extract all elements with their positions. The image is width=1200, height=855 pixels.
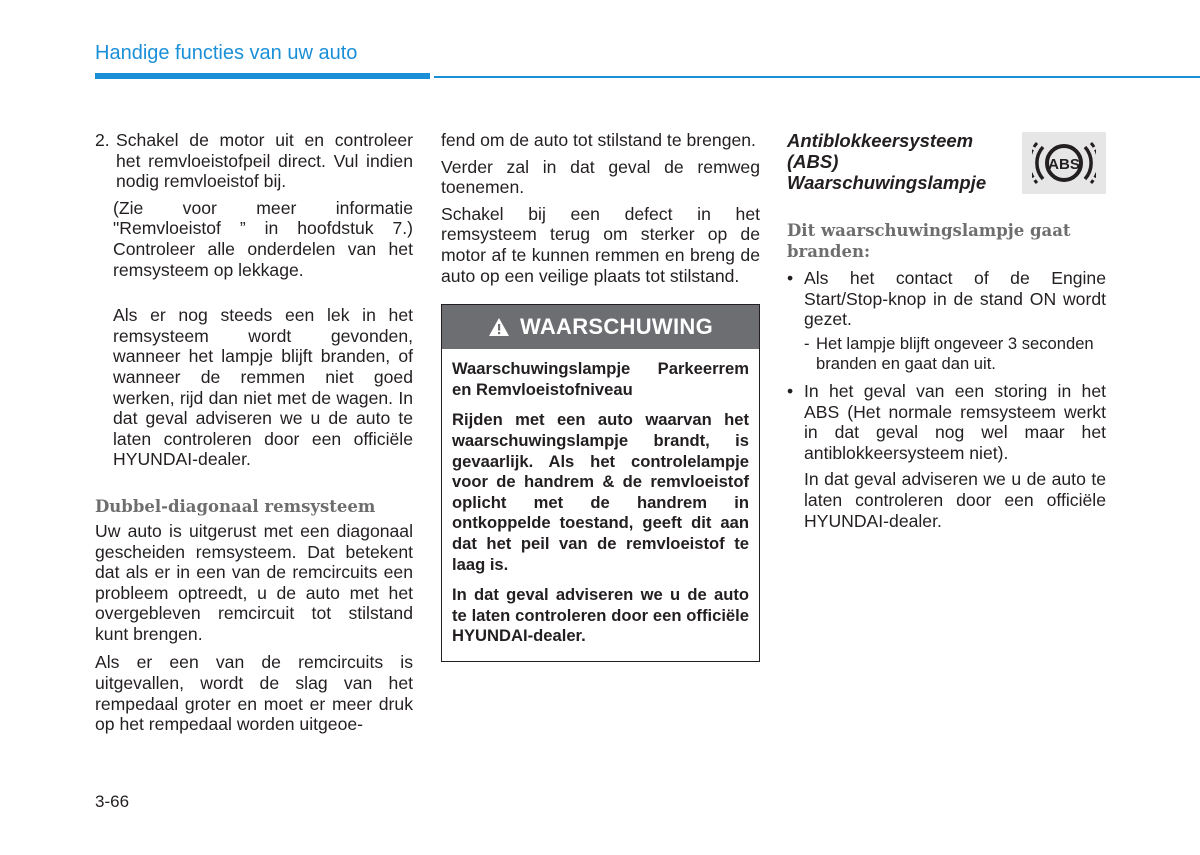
- numbered-item-2: [95, 130, 413, 192]
- item-text: Schakel de motor uit en controleer het remvloeistofpeil direct. Vul indien nodig remvloeistof bij.: [116, 130, 413, 192]
- header-rule-thin: [434, 76, 1200, 78]
- stopping-distance-paragraph: Verder zal in dat geval de remweg toenemen.: [441, 156, 760, 198]
- abs-bullet-1: [787, 268, 1106, 330]
- warning-title: Waarschuwingslampje Parkeerrem en Remvloeistofniveau: [452, 359, 749, 399]
- reference-paragraph: (Zie voor meer informatie "Remvloeistof ” in hoofdstuk 7.) Controleer alle onderdelen van het remsysteem op lekkage.: [113, 197, 413, 280]
- warning-header: [442, 305, 759, 349]
- leak-paragraph: Als er nog steeds een lek in het remsysteem wordt gevonden, wanneer het lampje blijft branden, of wanneer de remmen niet goed werken, rijd dan niet met de wagen. In dat geval adviseren we u de auto te laten controleren door een officiële HYUNDAI-dealer.: [113, 305, 413, 470]
- abs-icon-label: ABS: [1048, 156, 1080, 173]
- warning-advice: In dat geval adviseren we u de auto te laten controleren door een officiële HYUNDAI-dealer.: [452, 585, 749, 646]
- warning-label: WAARSCHUWING: [519, 313, 714, 339]
- section-heading-dual: Dubbel-diagonaal remsysteem: [95, 496, 376, 516]
- column-middle: [441, 130, 760, 662]
- bullet-text: In het geval van een storing in het ABS (Het normale remsysteem werkt in dat geval nog wel maar het antiblokkeersysteem niet).: [804, 380, 1106, 463]
- bullet-text: Als het contact of de Engine Start/Stop-knop in de stand ON wordt gezet.: [804, 268, 1106, 330]
- warning-triangle-icon: [488, 317, 510, 337]
- item-number: 2.: [95, 130, 110, 150]
- abs-subheading: Dit waarschuwingslampje gaat branden:: [787, 221, 1071, 261]
- column-left: [95, 130, 413, 735]
- abs-warning-icon: [1022, 132, 1106, 194]
- bullet-mark: •: [787, 268, 794, 288]
- sub-item-text: Het lampje blijft ongeveer 3 seconden branden en gaat dan uit.: [816, 333, 1094, 374]
- column-right: [787, 130, 1106, 531]
- abs-advice-paragraph: In dat geval adviseren we u de auto te laten controleren door een officiële HYUNDAI-dealer.: [804, 469, 1106, 531]
- page-number: 3-66: [95, 792, 130, 811]
- servo-defect-paragraph: Schakel bij een defect in het remsysteem terug om sterker op de motor af te kunnen remmen en breng de auto op een veilige plaats tot stilstand.: [441, 203, 760, 286]
- warning-body: [442, 349, 759, 661]
- dual-circuit-paragraph: Uw auto is uitgerust met een diagonaal gescheiden remsysteem. Dat betekent dat als er in een van de remcircuits een probleem optreedt, u de auto met het overgebleven remcircuit tot stilstand kunt brengen.: [95, 520, 413, 644]
- bullet-mark: •: [787, 380, 794, 401]
- circuit-failure-continued: fend om de auto tot stilstand te brengen.: [441, 130, 756, 150]
- warning-text: Rijden met een auto waarvan het waarschuwingslampje brandt, is gevaarlijk. Als het controlelampje voor de handrem & de remvloeistof oplicht met de handrem in ontkoppelde toestand, geeft dit aan dat het peil van de remvloeistof te laag is.: [452, 410, 749, 574]
- header-rule-thick: [95, 73, 430, 79]
- dash-mark: -: [804, 333, 810, 353]
- abs-bullet-2: [787, 381, 1106, 463]
- circuit-failure-paragraph: Als er een van de remcircuits is uitgevallen, wordt de slag van het rempedaal groter en moet er meer druk op het rempedaal worden uitgeoe-: [95, 652, 413, 735]
- abs-section-title: Antiblokkeersysteem (ABS) Waarschuwingslampje: [787, 130, 987, 193]
- abs-title-row: [787, 130, 1106, 194]
- abs-sub-item: [787, 334, 1106, 375]
- page-header-title: Handige functies van uw auto: [95, 42, 358, 64]
- warning-box: [441, 304, 760, 662]
